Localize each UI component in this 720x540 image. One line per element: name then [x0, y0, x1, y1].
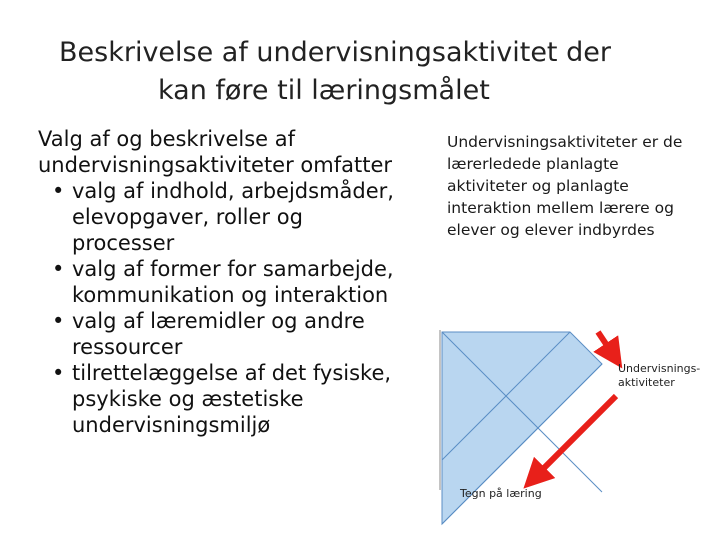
- label-undervisningsaktiviteter: [618, 362, 700, 390]
- bullet-line: valg af former for samarbejde,: [72, 257, 394, 281]
- didactic-diagram: [430, 320, 720, 530]
- arrow-activities-icon: [598, 332, 614, 356]
- bullet-line: elevopgaver, roller og: [72, 205, 303, 229]
- label-line: aktiviteter: [618, 376, 675, 389]
- bullet-line: valg af indhold, arbejdsmåder,: [72, 179, 394, 203]
- bullet-icon: •: [52, 361, 65, 385]
- bullet-line: valg af læremidler og andre: [72, 309, 365, 333]
- definition-text: [447, 131, 707, 241]
- bullet-line: undervisningsmiljø: [72, 413, 271, 437]
- definition-line: interaktion mellem lærere og: [447, 199, 674, 217]
- label-line: Undervisnings-: [618, 362, 701, 375]
- bullet-line: processer: [72, 231, 175, 255]
- label-tegn-paa-laering: Tegn på læring: [460, 487, 542, 500]
- definition-line: lærerledede planlagte: [447, 155, 619, 173]
- definition-line: elever og elever indbyrdes: [447, 221, 655, 239]
- title-line-2: kan føre til læringsmålet: [158, 75, 490, 106]
- bullet-icon: •: [52, 179, 65, 203]
- bullet-line: kommunikation og interaktion: [72, 283, 389, 307]
- bullet-line: tilrettelæggelse af det fysiske,: [72, 361, 392, 385]
- intro-line-2: undervisningsaktiviteter omfatter: [38, 153, 392, 177]
- bullet-icon: •: [52, 309, 65, 333]
- left-column: [38, 126, 428, 438]
- bullet-line: psykiske og æstetiske: [72, 387, 304, 411]
- bullet-item-miljoe: [38, 360, 428, 438]
- definition-line: aktiviteter og planlagte: [447, 177, 629, 195]
- bullet-list: [38, 178, 428, 438]
- intro-line-1: Valg af og beskrivelse af: [38, 127, 296, 151]
- definition-line: Undervisningsaktiviteter er de: [447, 133, 683, 151]
- bullet-item-indhold: [38, 178, 428, 256]
- bullet-item-laeremidler: [38, 308, 428, 360]
- bullet-line: ressourcer: [72, 335, 183, 359]
- title-line-1: Beskrivelse af undervisningsaktivitet der: [59, 37, 611, 68]
- slide-title: [40, 34, 700, 110]
- bullet-item-samarbejde: [38, 256, 428, 308]
- bullet-icon: •: [52, 257, 65, 281]
